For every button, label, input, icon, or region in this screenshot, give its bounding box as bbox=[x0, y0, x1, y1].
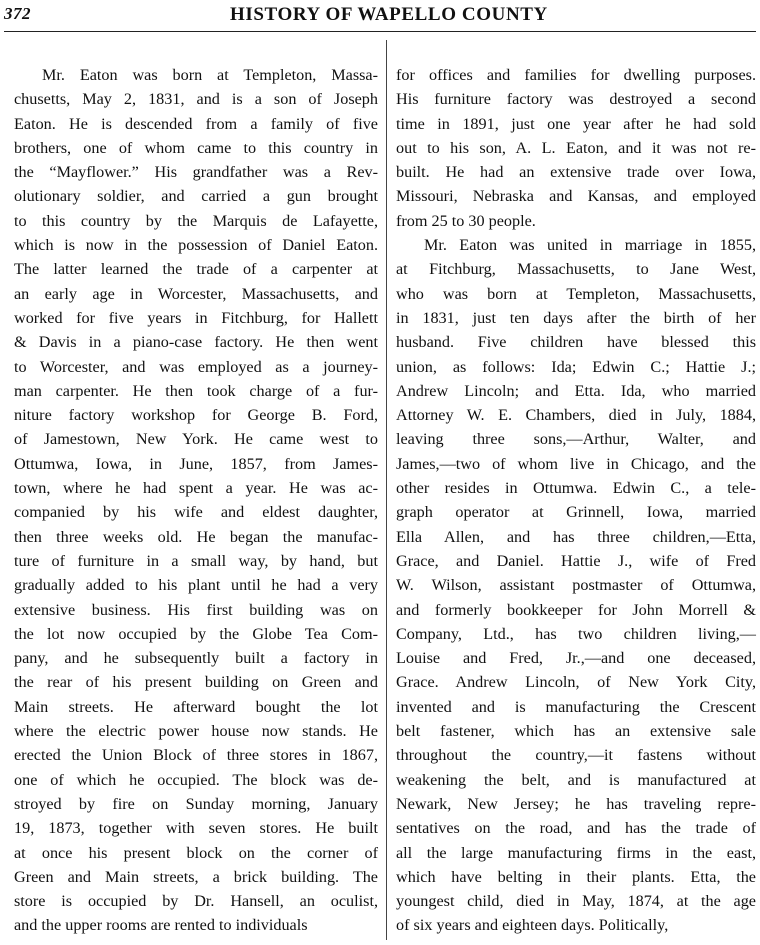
text-line: W. Wilson, assistant postmaster of Ottumwa, bbox=[396, 576, 756, 595]
page-number: 372 bbox=[4, 4, 31, 23]
text-line: time in 1891, just one year after he had sold bbox=[396, 114, 756, 133]
text-line: out to his son, A. L. Eaton, and it was not re- bbox=[396, 138, 756, 157]
text-line: Grace, and Daniel. Hattie J., wife of Fred bbox=[396, 551, 756, 570]
running-head: HISTORY OF WAPELLO COUNTY bbox=[230, 4, 548, 25]
text-line: which have belting in their plants. Etta, the bbox=[396, 867, 756, 886]
text-line: Newark, New Jersey; he has traveling repre- bbox=[396, 794, 756, 813]
text-line: union, as follows: Ida; Edwin C.; Hattie J.; bbox=[396, 357, 756, 376]
text-line: leaving three sons,—Arthur, Walter, and bbox=[396, 430, 756, 449]
text-line: worked for five years in Fitchburg, for Hallett bbox=[14, 308, 378, 327]
page-header bbox=[0, 2, 760, 28]
right-column bbox=[396, 63, 756, 938]
text-line: at Fitchburg, Massachusetts, to Jane West, bbox=[396, 260, 756, 279]
text-line: His furniture factory was destroyed a second bbox=[396, 90, 756, 109]
text-line: invented and is manufacturing the Crescent bbox=[396, 697, 756, 716]
text-line: Main streets. He afterward bought the lot bbox=[14, 697, 378, 716]
header-rule bbox=[4, 31, 756, 32]
text-line: the lot now occupied by the Globe Tea Com- bbox=[14, 624, 378, 643]
text-line: gradually added to his plant until he had a very bbox=[14, 576, 378, 595]
text-line: then three weeks old. He began the manufac- bbox=[14, 527, 378, 546]
text-line: James,—two of whom live in Chicago, and the bbox=[396, 454, 756, 473]
text-line: Mr. Eaton was united in marriage in 1855, bbox=[424, 236, 756, 255]
text-line: at once his present block on the corner of bbox=[14, 843, 378, 862]
text-line: Louise and Fred, Jr.,—and one deceased, bbox=[396, 649, 756, 668]
text-line: Company, Ltd., has two children living,— bbox=[396, 624, 756, 643]
text-line: man carpenter. He then took charge of a fur- bbox=[14, 381, 378, 400]
text-line: ture of furniture in a small way, by hand, but bbox=[14, 551, 378, 570]
text-line: other resides in Ottumwa. Edwin C., a tele- bbox=[396, 479, 756, 498]
text-line: one of which he occupied. The block was de- bbox=[14, 770, 378, 789]
text-line: weakening the belt, and is manufactured at bbox=[396, 770, 756, 789]
text-line: and the upper rooms are rented to individuals bbox=[14, 916, 308, 935]
text-line: to Worcester, and was employed as a journey- bbox=[14, 357, 378, 376]
text-line: erected the Union Block of three stores in 1867, bbox=[14, 746, 378, 765]
text-line: Grace. Andrew Lincoln, of New York City, bbox=[396, 673, 756, 692]
text-line: store is occupied by Dr. Hansell, an oculist, bbox=[14, 892, 378, 911]
text-line: town, where he had spent a year. He was ac- bbox=[14, 479, 378, 498]
text-line: Mr. Eaton was born at Templeton, Massa- bbox=[42, 66, 378, 84]
text-line: from 25 to 30 people. bbox=[396, 211, 536, 230]
text-line: niture factory workshop for George B. Ford, bbox=[14, 406, 378, 425]
text-line: the rear of his present building on Green and bbox=[14, 673, 378, 692]
text-line: chusetts, May 2, 1831, and is a son of Joseph bbox=[14, 90, 378, 109]
text-line: for offices and families for dwelling purposes. bbox=[396, 66, 756, 84]
text-line: belt fastener, which has an extensive sale bbox=[396, 722, 756, 741]
text-line: of Jamestown, New York. He came west to bbox=[14, 430, 378, 449]
text-line: Missouri, Nebraska and Kansas, and employed bbox=[396, 187, 756, 206]
text-line: extensive business. His first building was on bbox=[14, 600, 378, 619]
text-line: Eaton. He is descended from a family of five bbox=[14, 114, 378, 133]
text-line: husband. Five children have blessed this bbox=[396, 333, 756, 352]
text-line: the “Mayflower.” His grandfather was a Rev- bbox=[14, 163, 378, 182]
text-line: where the electric power house now stands. He bbox=[14, 722, 378, 741]
text-line: The latter learned the trade of a carpenter at bbox=[14, 260, 378, 279]
text-line: & Davis in a piano-case factory. He then went bbox=[14, 333, 378, 352]
text-line: Ella Allen, and has three children,—Etta, bbox=[396, 527, 756, 546]
text-line: and formerly bookkeeper for John Morrell & bbox=[396, 600, 756, 619]
text-line: an early age in Worcester, Massachusetts, and bbox=[14, 284, 378, 303]
text-line: built. He had an extensive trade over Iowa, bbox=[396, 163, 756, 182]
text-line: companied by his wife and eldest daughter, bbox=[14, 503, 378, 522]
text-line: to this country by the Marquis de Lafayette, bbox=[14, 211, 378, 230]
text-line: graph operator at Grinnell, Iowa, married bbox=[396, 503, 756, 522]
text-line: in 1831, just ten days after the birth of her bbox=[396, 308, 756, 327]
text-line: stroyed by fire on Sunday morning, January bbox=[14, 794, 378, 813]
text-line: Attorney W. E. Chambers, died in July, 1884, bbox=[396, 406, 756, 425]
text-line: Andrew Lincoln; and Etta. Ida, who married bbox=[396, 381, 756, 400]
text-line: Green and Main streets, a brick building. The bbox=[14, 867, 378, 886]
text-line: who was born at Templeton, Massachusetts, bbox=[396, 284, 756, 303]
text-line: of six years and eighteen days. Politically, bbox=[396, 916, 669, 935]
text-line: youngest child, died in May, 1874, at the age bbox=[396, 892, 756, 911]
text-line: sentatives on the road, and has the trade of bbox=[396, 819, 756, 838]
text-line: which is now in the possession of Daniel Eaton. bbox=[14, 236, 378, 255]
text-line: olutionary soldier, and carried a gun brought bbox=[14, 187, 378, 206]
text-line: throughout the country,—it fastens without bbox=[396, 746, 756, 765]
text-line: pany, and he subsequently built a factory in bbox=[14, 649, 378, 668]
text-line: 19, 1873, together with seven stores. He built bbox=[14, 819, 378, 838]
left-column bbox=[14, 63, 378, 938]
text-line: Ottumwa, Iowa, in June, 1857, from James- bbox=[14, 454, 378, 473]
column-divider bbox=[386, 40, 387, 940]
text-line: all the large manufacturing firms in the east, bbox=[396, 843, 756, 862]
text-line: brothers, one of whom came to this country in bbox=[14, 138, 378, 157]
